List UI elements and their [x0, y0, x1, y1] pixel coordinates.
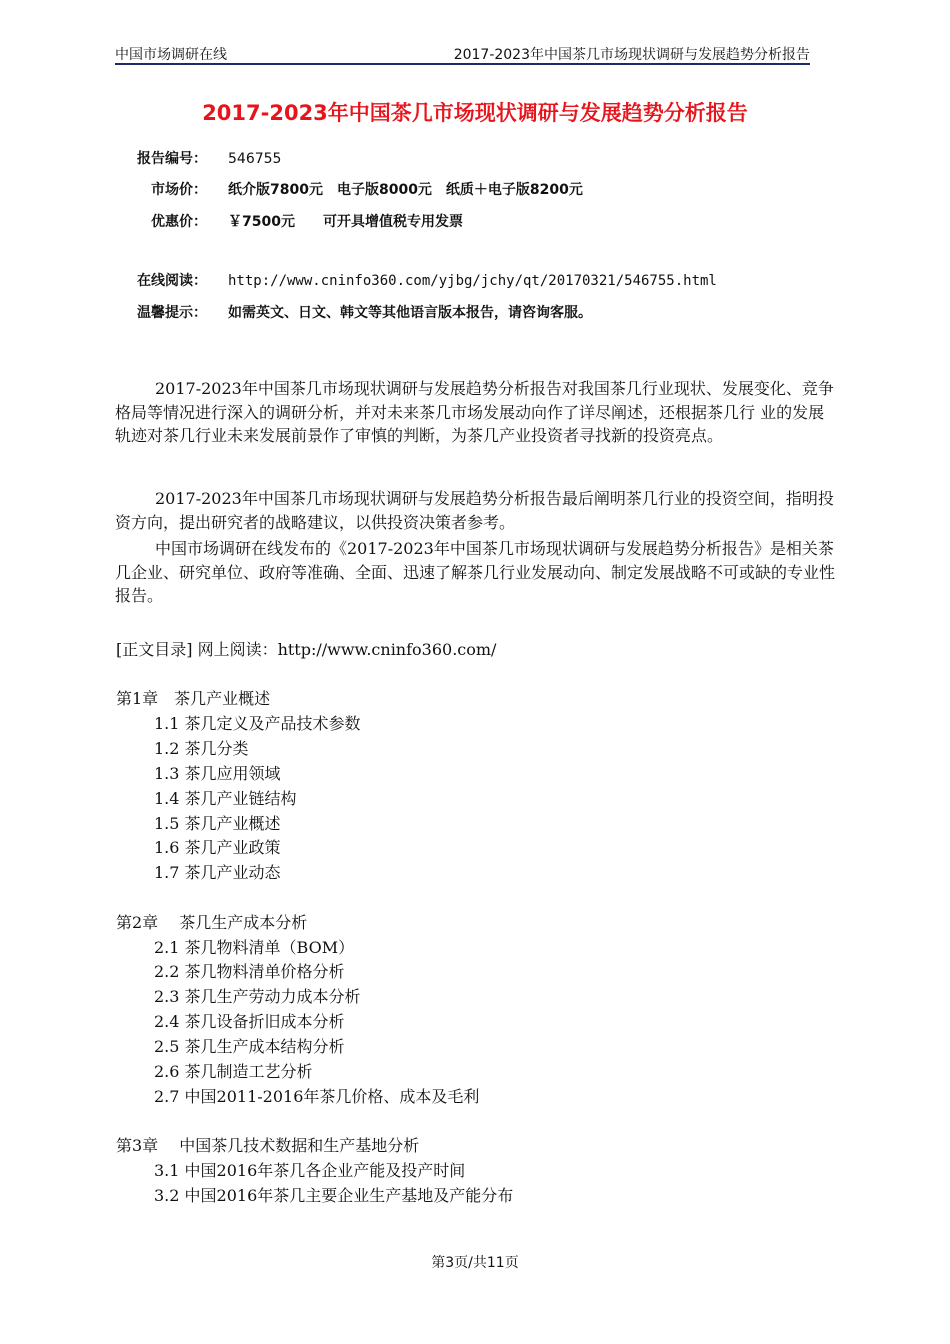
toc-chapter-3: 第3章 中国茶几技术数据和生产基地分析	[116, 1136, 420, 1155]
online-read-row	[115, 270, 717, 290]
discount-label: 优惠价：	[151, 214, 207, 230]
header-site-name: 中国市场调研在线	[115, 47, 227, 63]
toc-item: 3.1 中国2016年茶几各企业产能及投产时间	[154, 1161, 466, 1180]
intro-paragraph-1: 2017-2023年中国茶几市场现状调研与发展趋势分析报告对我国茶几行业现状、发展变化、竞争格局等情况进行深入的调研分析，并对未来茶几市场发展动向作了详尽阐述，还根据茶几行 业的发展轨迹对茶几行业未来发展前景作了审慎的判断，为茶几产业投资者寻找新的投资亮点。	[115, 379, 834, 445]
toc-item: 2.6 茶几制造工艺分析	[154, 1062, 313, 1081]
tip-row	[115, 302, 592, 322]
toc-chapter-1: 第1章 茶几产业概述	[116, 689, 271, 708]
report-number-row	[115, 148, 281, 168]
discount-row	[115, 211, 463, 231]
toc-item: 1.6 茶几产业政策	[154, 838, 281, 857]
toc-item: 2.1 茶几物料清单（BOM）	[154, 938, 355, 957]
toc-item: 1.5 茶几产业概述	[154, 814, 281, 833]
header-report-title: 2017-2023年中国茶几市场现状调研与发展趋势分析报告	[453, 47, 810, 63]
toc-chapter-2: 第2章 茶几生产成本分析	[116, 913, 308, 932]
toc-online-link[interactable]: [正文目录] 网上阅读：http://www.cninfo360.com/	[116, 640, 497, 659]
discount-value: ￥7500元 可开具增值税专用发票	[228, 214, 463, 230]
page-header	[115, 44, 810, 64]
report-number-label: 报告编号：	[137, 151, 207, 167]
tip-value: 如需英文、日文、韩文等其他语言版本报告，请咨询客服。	[228, 305, 592, 321]
intro-paragraph-2: 2017-2023年中国茶几市场现状调研与发展趋势分析报告最后阐明茶几行业的投资空间，指明投资方向，提出研究者的战略建议，以供投资决策者参考。	[115, 489, 834, 532]
toc-item: 1.4 茶几产业链结构	[154, 789, 297, 808]
report-title: 2017-2023年中国茶几市场现状调研与发展趋势分析报告	[202, 101, 748, 125]
price-value: 纸介版7800元 电子版8000元 纸质＋电子版8200元	[228, 182, 583, 198]
toc-item: 2.5 茶几生产成本结构分析	[154, 1037, 345, 1056]
toc-item: 1.1 茶几定义及产品技术参数	[154, 714, 361, 733]
page-number: 第3页/共11页	[431, 1255, 519, 1271]
price-row	[115, 179, 583, 199]
toc-item: 1.3 茶几应用领域	[154, 764, 281, 783]
online-read-link[interactable]: http://www.cninfo360.com/yjbg/jchy/qt/20170321/546755.html	[228, 273, 717, 289]
toc-item: 2.2 茶几物料清单价格分析	[154, 962, 345, 981]
header-divider	[115, 63, 810, 65]
toc-item: 1.7 茶几产业动态	[154, 863, 281, 882]
report-number-value: 546755	[228, 151, 282, 167]
toc-item: 2.4 茶几设备折旧成本分析	[154, 1012, 345, 1031]
tip-label: 温馨提示：	[137, 305, 207, 321]
toc-item: 1.2 茶几分类	[154, 739, 249, 758]
intro-paragraph-3: 中国市场调研在线发布的《2017-2023年中国茶几市场现状调研与发展趋势分析报告》是相关茶几企业、研究单位、政府等准确、全面、迅速了解茶几行业发展动向、制定发展战略不可或缺的专业性报告。	[115, 539, 836, 605]
toc-item: 3.2 中国2016年茶几主要企业生产基地及产能分布	[154, 1186, 514, 1205]
toc-item: 2.7 中国2011-2016年茶几价格、成本及毛利	[154, 1087, 480, 1106]
toc-item: 2.3 茶几生产劳动力成本分析	[154, 987, 361, 1006]
online-read-label: 在线阅读：	[137, 273, 207, 289]
price-label: 市场价：	[151, 182, 207, 198]
